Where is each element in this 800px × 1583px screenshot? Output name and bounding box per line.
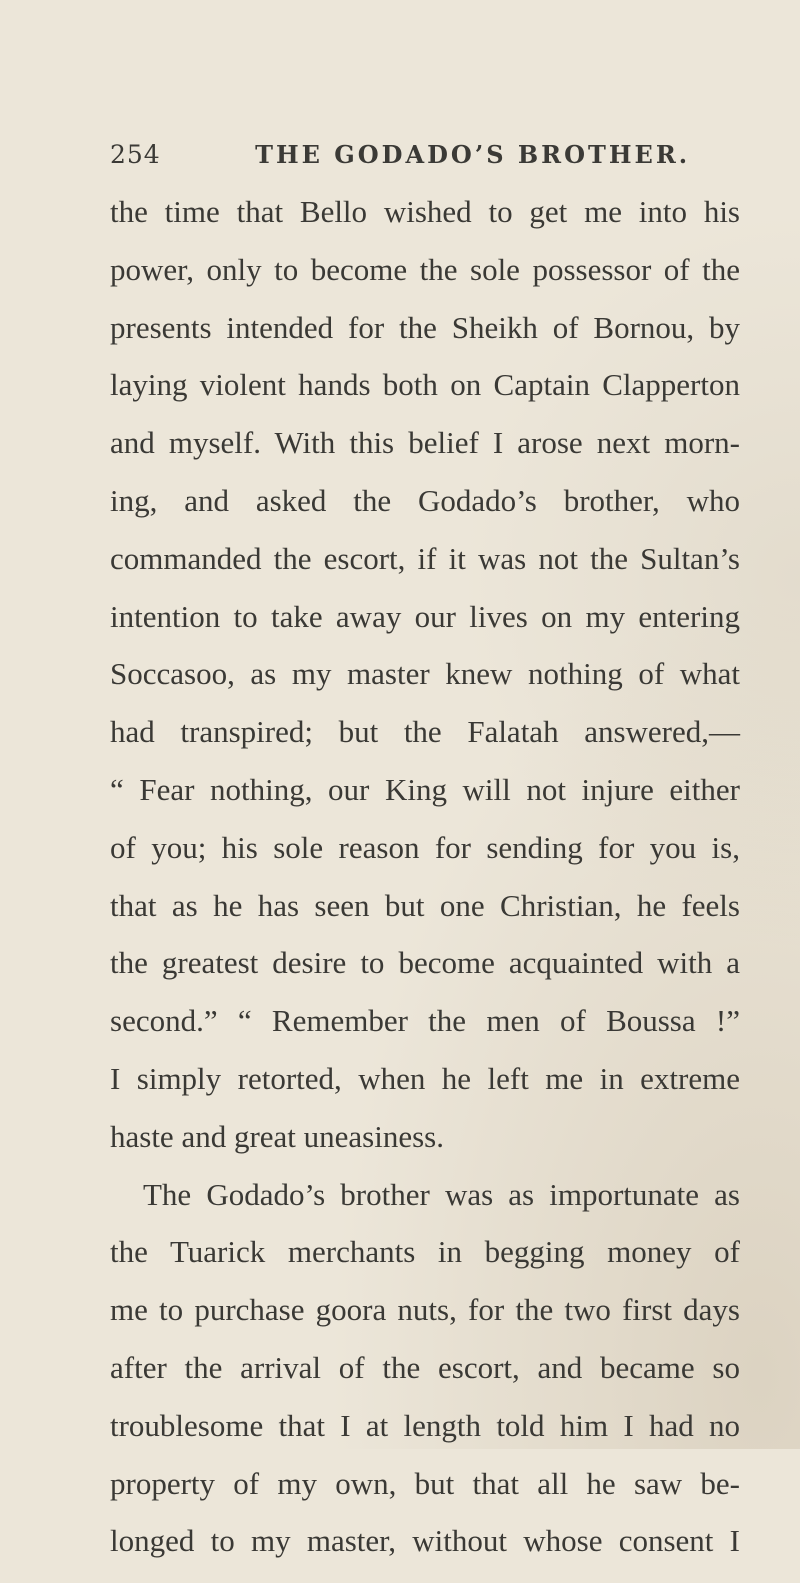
text-line: ing, and asked the Godado’s brother, who: [110, 482, 740, 518]
running-head: THE GODADO’S BROTHER.: [255, 140, 691, 169]
text-line: after the arrival of the escort, and became so: [110, 1349, 740, 1385]
text-line: “ Fear nothing, our King will not injure either: [110, 771, 740, 807]
text-line: Soccasoo, as my master knew nothing of what: [110, 656, 740, 692]
text-line: of you; his sole reason for sending for you is,: [110, 829, 740, 865]
text-line: the Tuarick merchants in begging money of: [110, 1234, 740, 1270]
text-line: had transpired; but the Falatah answered,—: [110, 714, 740, 750]
page-number: 254: [110, 140, 161, 169]
text-line: and myself. With this belief I arose next morn-: [110, 425, 740, 461]
text-line: second.” “ Remember the men of Boussa !”: [110, 1003, 740, 1039]
text-line: the time that Bello wished to get me into his: [110, 194, 740, 229]
page-header: [110, 140, 690, 169]
text-line: laying violent hands both on Captain Clapperton: [110, 367, 740, 403]
text-line: commanded the escort, if it was not the Sultan’s: [110, 540, 740, 576]
text-line: presents intended for the Sheikh of Bornou, by: [110, 309, 740, 345]
text-line: property of my own, but that all he saw be-: [110, 1465, 740, 1501]
text-line: me to purchase goora nuts, for the two first days: [110, 1292, 740, 1328]
text-line: intention to take away our lives on my entering: [110, 598, 740, 634]
text-line: that as he has seen but one Christian, he feels: [110, 887, 740, 923]
text-line: The Godado’s brother was as importunate as: [143, 1176, 740, 1212]
text-line: the greatest desire to become acquainted with a: [110, 945, 740, 981]
text-line: troublesome that I at length told him I had no: [110, 1407, 740, 1443]
text-line: power, only to become the sole possessor of the: [110, 251, 740, 287]
body-text: [110, 196, 740, 1583]
text-line: longed to my master, without whose consent I: [110, 1523, 740, 1559]
text-line: I simply retorted, when he left me in extreme: [110, 1060, 740, 1096]
text-line: haste and great uneasiness.: [110, 1118, 444, 1154]
